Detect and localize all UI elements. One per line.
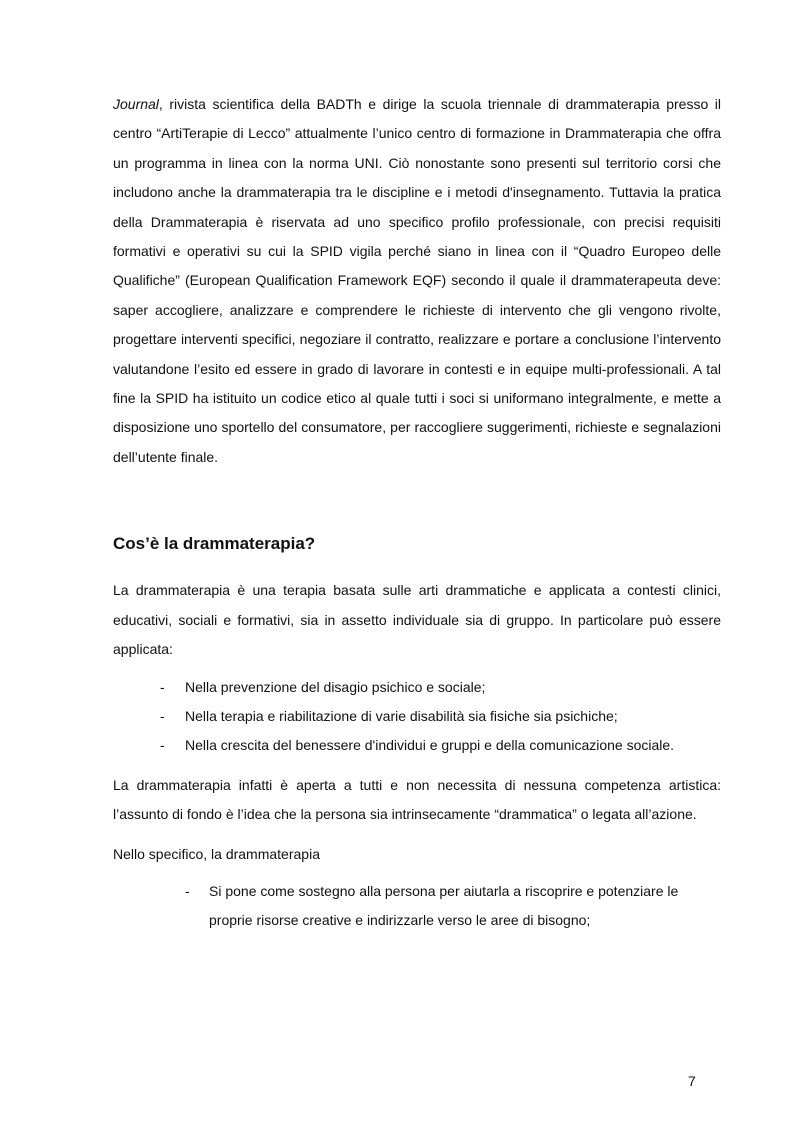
- intro-text: , rivista scientifica della BADTh e dirige la scuola triennale di drammaterapia presso il centro “ArtiTerapie di Lecco” attualmente l’unico centro di formazione in Drammaterapia che offra un programma in linea con la norma UNI. Ciò nonostante sono presenti sul territorio corsi che includono anche la drammaterapia tra le discipline e i metodi d'insegnamento. Tuttavia la pratica della Drammaterapia è riservata ad uno specifico profilo professionale, con precisi requisiti formativi e operativi su cui la SPID vigila perché siano in linea con il “Quadro Europeo delle Qualifiche” (European Qualification Framework EQF) secondo il quale il drammaterapeuta deve: saper accogliere, analizzare e comprendere le richieste di intervento che gli vengono rivolte, progettare interventi specifici, negoziare il contratto, realizzare e portare a conclusione l’intervento valutandone l’esito ed essere in grado di lavorare in contesti e in equipe multi-professionali. A tal fine la SPID ha istituito un codice etico al quale tutti i soci si uniformano integralmente, e mette a disposizione uno sportello del consumatore, per raccogliere suggerimenti, richieste e segnalazioni dell’utente finale.: [113, 96, 721, 465]
- specifics-paragraph: Nello specifico, la drammaterapia: [113, 845, 320, 862]
- application-list: [113, 673, 721, 761]
- journal-word: Journal: [113, 96, 159, 112]
- specifics-list: [113, 877, 721, 936]
- document-page: [113, 90, 721, 936]
- dash-bullet: -: [160, 707, 165, 724]
- dash-bullet: -: [185, 882, 190, 899]
- list-item: - Nella crescita del benessere d'individui e gruppi e della comunicazione sociale.: [113, 731, 721, 760]
- accessibility-paragraph: La drammaterapia infatti è aperta a tutti e non necessita di nessuna competenza artistica: l’assunto di fondo è l’idea che la persona sia intrinsecamente “drammatica” o legata all’azione.: [113, 776, 721, 823]
- dash-bullet: -: [160, 737, 165, 754]
- dash-bullet: -: [160, 678, 165, 695]
- page-number: 7: [688, 1073, 696, 1089]
- intro-paragraph: [113, 90, 721, 472]
- list-item: - Nella prevenzione del disagio psichico e sociale;: [113, 673, 721, 702]
- list-item: - Si pone come sostegno alla persona per aiutarla a riscoprire e potenziare le proprie risorse creative e indirizzarle verso le aree di bisogno;: [113, 877, 721, 936]
- definition-paragraph: La drammaterapia è una terapia basata sulle arti drammatiche e applicata a contesti clinici, educativi, sociali e formativi, sia in assetto individuale sia di gruppo. In particolare può essere applicata:: [113, 582, 721, 658]
- section-heading: Cos’è la drammaterapia?: [113, 534, 316, 554]
- list-item: - Nella terapia e riabilitazione di varie disabilità sia fisiche sia psichiche;: [113, 702, 721, 731]
